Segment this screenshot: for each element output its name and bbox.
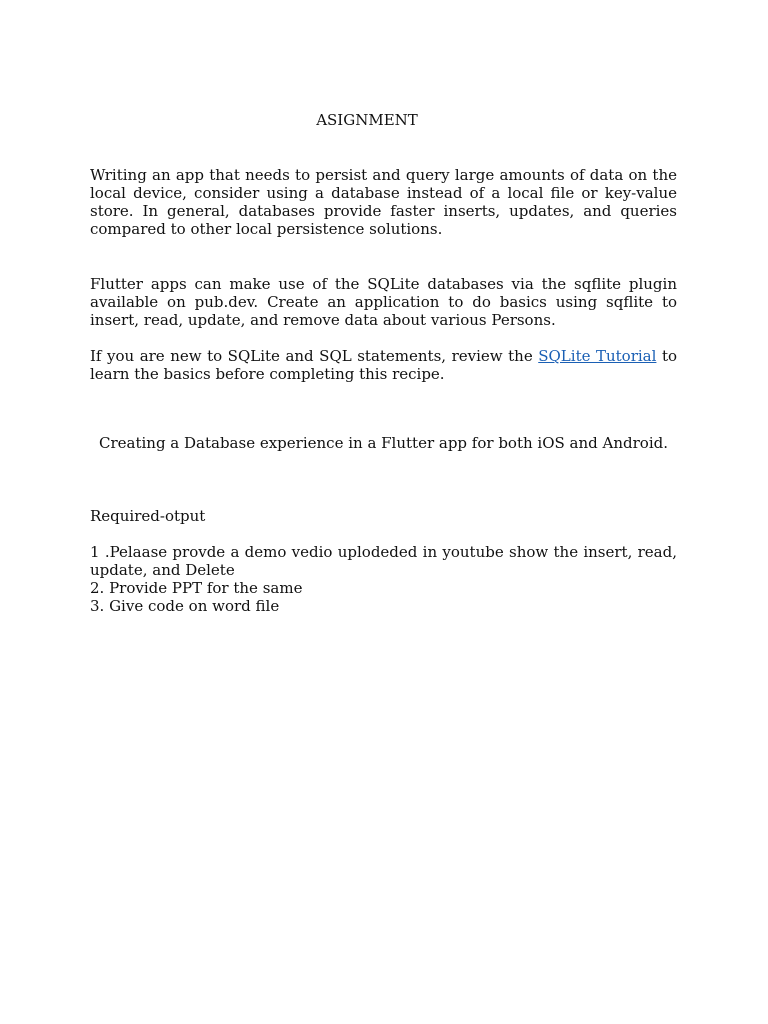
list-item: 2. Provide PPT for the same xyxy=(90,579,303,597)
database-experience-line: Creating a Database experience in a Flutter app for both iOS and Android. xyxy=(98,434,668,452)
tutorial-text-after: to learn the basics before completing this recipe. xyxy=(90,347,678,383)
required-output-heading: Required-otput xyxy=(90,507,206,525)
intro-paragraph: Writing an app that needs to persist and query large amounts of data on the local device, consider using a database instead of a local file or key-value store. In general, databases provide faster inserts, updates, and queries compared to other local persistence solutions. xyxy=(90,166,677,238)
tutorial-paragraph xyxy=(90,347,677,383)
flutter-paragraph: Flutter apps can make use of the SQLite databases via the sqflite plugin available on pub.dev. Create an application to do basics using sqflite to insert, read, update, and remove data about various Persons. xyxy=(90,275,677,329)
list-item: 1 .Pelaase provde a demo vedio uplodeded in youtube show the insert, read, update, and Delete xyxy=(90,543,677,579)
sqlite-tutorial-link[interactable]: SQLite Tutorial xyxy=(538,347,657,365)
tutorial-text-before: If you are new to SQLite and SQL statements, review the xyxy=(90,347,539,365)
document-title: ASIGNMENT xyxy=(316,111,418,129)
required-output-list xyxy=(90,543,677,615)
list-item: 3. Give code on word file xyxy=(90,597,280,615)
